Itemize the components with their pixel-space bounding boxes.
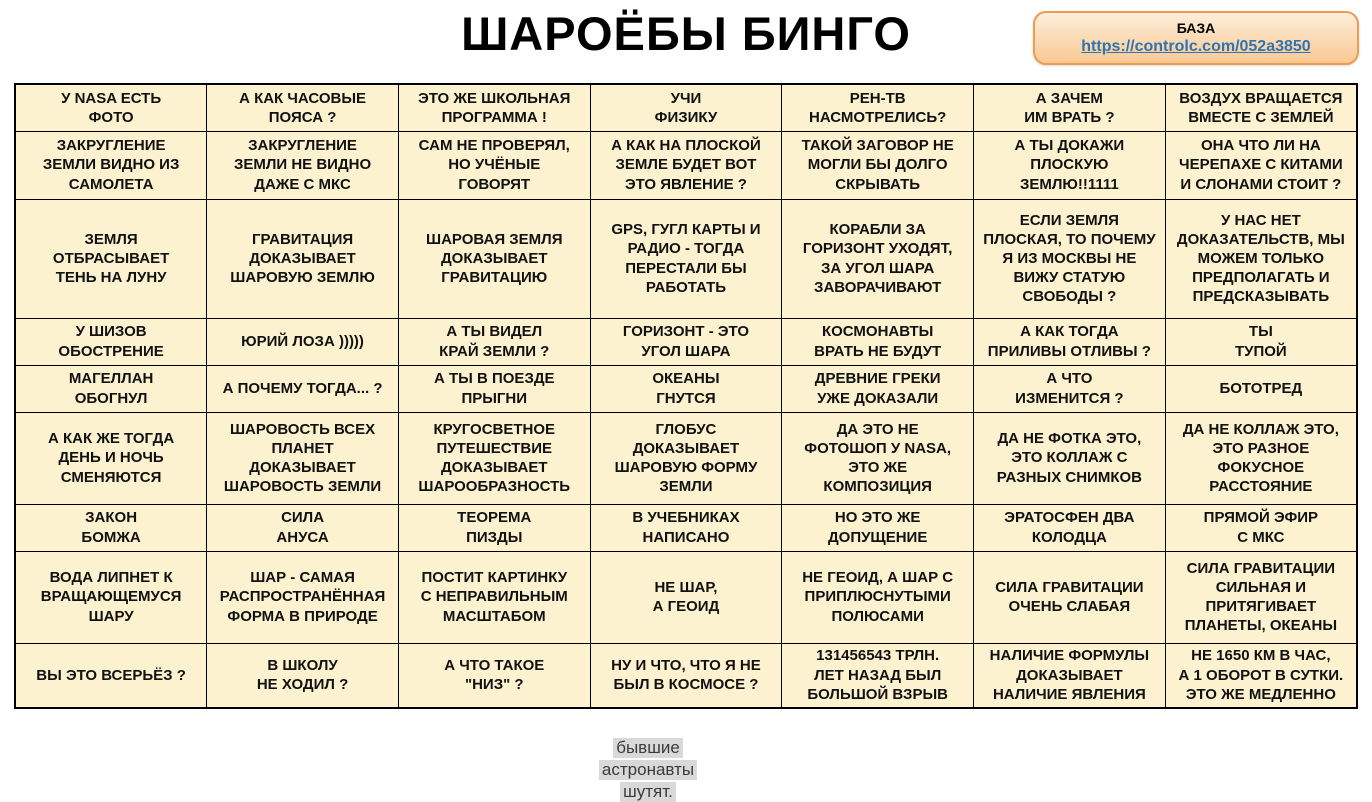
bingo-cell: ТАКОЙ ЗАГОВОР НЕ МОГЛИ БЫ ДОЛГО СКРЫВАТЬ	[782, 131, 974, 199]
bingo-cell: ЕСЛИ ЗЕМЛЯ ПЛОСКАЯ, ТО ПОЧЕМУ Я ИЗ МОСКВЫ НЕ ВИЖУ СТАТУЮ СВОБОДЫ ?	[974, 199, 1166, 318]
bingo-cell: ОНА ЧТО ЛИ НА ЧЕРЕПАХЕ С КИТАМИ И СЛОНАМИ СТОИТ ?	[1165, 131, 1357, 199]
bingo-cell: НЕ ШАР, А ГЕОИД	[590, 551, 782, 643]
bingo-cell: 131456543 ТРЛН. ЛЕТ НАЗАД БЫЛ БОЛЬШОЙ ВЗРЫВ	[782, 643, 974, 708]
bingo-cell: КОРАБЛИ ЗА ГОРИЗОНТ УХОДЯТ, ЗА УГОЛ ШАРА ЗАВОРАЧИВАЮТ	[782, 199, 974, 318]
page-title: ШАРОЁБЫ БИНГО	[461, 7, 911, 60]
bingo-cell: ОКЕАНЫ ГНУТСЯ	[590, 365, 782, 412]
bingo-cell: МАГЕЛЛАН ОБОГНУЛ	[15, 365, 207, 412]
bingo-cell: ВОДА ЛИПНЕТ К ВРАЩАЮЩЕМУСЯ ШАРУ	[15, 551, 207, 643]
base-link[interactable]: https://controlc.com/052a3850	[1081, 38, 1311, 55]
bingo-cell: ЗАКРУГЛЕНИЕ ЗЕМЛИ НЕ ВИДНО ДАЖЕ С МКС	[207, 131, 399, 199]
bingo-cell: ГЛОБУС ДОКАЗЫВАЕТ ШАРОВУЮ ФОРМУ ЗЕМЛИ	[590, 412, 782, 504]
bingo-cell: ДА ЭТО НЕ ФОТОШОП У NASA, ЭТО ЖЕ КОМПОЗИЦИЯ	[782, 412, 974, 504]
bingo-cell: БОТОТРЕД	[1165, 365, 1357, 412]
bingo-cell: А ЗАЧЕМ ИМ ВРАТЬ ?	[974, 84, 1166, 131]
bingo-cell: ПОСТИТ КАРТИНКУ С НЕПРАВИЛЬНЫМ МАСШТАБОМ	[398, 551, 590, 643]
bingo-grid	[14, 83, 1358, 709]
bingo-cell: КОСМОНАВТЫ ВРАТЬ НЕ БУДУТ	[782, 318, 974, 365]
bingo-cell: РЕН-ТВ НАСМОТРЕЛИСЬ?	[782, 84, 974, 131]
bingo-cell: ЗАКРУГЛЕНИЕ ЗЕМЛИ ВИДНО ИЗ САМОЛЕТА	[15, 131, 207, 199]
bingo-cell: В УЧЕБНИКАХ НАПИСАНО	[590, 504, 782, 551]
bingo-cell: ЗЕМЛЯ ОТБРАСЫВАЕТ ТЕНЬ НА ЛУНУ	[15, 199, 207, 318]
bingo-cell: ЮРИЙ ЛОЗА )))))	[207, 318, 399, 365]
bingo-cell: СИЛА АНУСА	[207, 504, 399, 551]
bingo-cell: У НАС НЕТ ДОКАЗАТЕЛЬСТВ, МЫ МОЖЕМ ТОЛЬКО ПРЕДПОЛАГАТЬ И ПРЕДСКАЗЫВАТЬ	[1165, 199, 1357, 318]
bingo-cell: В ШКОЛУ НЕ ХОДИЛ ?	[207, 643, 399, 708]
bingo-cell: ШАРОВАЯ ЗЕМЛЯ ДОКАЗЫВАЕТ ГРАВИТАЦИЮ	[398, 199, 590, 318]
footer-caption-line: бывшие	[613, 738, 683, 758]
bingo-cell: А ЧТО ИЗМЕНИТСЯ ?	[974, 365, 1166, 412]
bingo-cell: ТЕОРЕМА ПИЗДЫ	[398, 504, 590, 551]
bingo-cell: ШАР - САМАЯ РАСПРОСТРАНЁННАЯ ФОРМА В ПРИРОДЕ	[207, 551, 399, 643]
footer-caption-line: шутят.	[620, 782, 676, 802]
bingo-cell: А ПОЧЕМУ ТОГДА... ?	[207, 365, 399, 412]
bingo-cell: САМ НЕ ПРОВЕРЯЛ, НО УЧЁНЫЕ ГОВОРЯТ	[398, 131, 590, 199]
bingo-cell: ЗАКОН БОМЖА	[15, 504, 207, 551]
bingo-cell: У NASA ЕСТЬ ФОТО	[15, 84, 207, 131]
bingo-cell: ГОРИЗОНТ - ЭТО УГОЛ ШАРА	[590, 318, 782, 365]
bingo-cell: У ШИЗОВ ОБОСТРЕНИЕ	[15, 318, 207, 365]
footer-caption-line: астронавты	[599, 760, 697, 780]
bingo-cell: GPS, ГУГЛ КАРТЫ И РАДИО - ТОГДА ПЕРЕСТАЛИ БЫ РАБОТАТЬ	[590, 199, 782, 318]
bingo-cell: ДА НЕ КОЛЛАЖ ЭТО, ЭТО РАЗНОЕ ФОКУСНОЕ РАССТОЯНИЕ	[1165, 412, 1357, 504]
bingo-cell: НЕ 1650 КМ В ЧАС, А 1 ОБОРОТ В СУТКИ. ЭТО ЖЕ МЕДЛЕННО	[1165, 643, 1357, 708]
bingo-cell: А КАК ТОГДА ПРИЛИВЫ ОТЛИВЫ ?	[974, 318, 1166, 365]
base-label: БАЗА	[1176, 20, 1216, 36]
bingo-cell: ГРАВИТАЦИЯ ДОКАЗЫВАЕТ ШАРОВУЮ ЗЕМЛЮ	[207, 199, 399, 318]
bingo-cell: ВЫ ЭТО ВСЕРЬЁЗ ?	[15, 643, 207, 708]
bingo-cell: А КАК ЖЕ ТОГДА ДЕНЬ И НОЧЬ СМЕНЯЮТСЯ	[15, 412, 207, 504]
footer-caption	[599, 738, 697, 802]
bingo-cell: ПРЯМОЙ ЭФИР С МКС	[1165, 504, 1357, 551]
bingo-cell: А ЧТО ТАКОЕ "НИЗ" ?	[398, 643, 590, 708]
bingo-cell: А КАК ЧАСОВЫЕ ПОЯСА ?	[207, 84, 399, 131]
bingo-cell: ДРЕВНИЕ ГРЕКИ УЖЕ ДОКАЗАЛИ	[782, 365, 974, 412]
bingo-cell: А ТЫ В ПОЕЗДЕ ПРЫГНИ	[398, 365, 590, 412]
bingo-cell: КРУГОСВЕТНОЕ ПУТЕШЕСТВИЕ ДОКАЗЫВАЕТ ШАРООБРАЗНОСТЬ	[398, 412, 590, 504]
bingo-cell: ЭТО ЖЕ ШКОЛЬНАЯ ПРОГРАММА !	[398, 84, 590, 131]
bingo-cell: НУ И ЧТО, ЧТО Я НЕ БЫЛ В КОСМОСЕ ?	[590, 643, 782, 708]
bingo-cell: ТЫ ТУПОЙ	[1165, 318, 1357, 365]
bingo-cell: ДА НЕ ФОТКА ЭТО, ЭТО КОЛЛАЖ С РАЗНЫХ СНИМКОВ	[974, 412, 1166, 504]
bingo-cell: ШАРОВОСТЬ ВСЕХ ПЛАНЕТ ДОКАЗЫВАЕТ ШАРОВОСТЬ ЗЕМЛИ	[207, 412, 399, 504]
bingo-cell: НО ЭТО ЖЕ ДОПУЩЕНИЕ	[782, 504, 974, 551]
bingo-cell: СИЛА ГРАВИТАЦИИ ОЧЕНЬ СЛАБАЯ	[974, 551, 1166, 643]
bingo-cell: А ТЫ ВИДЕЛ КРАЙ ЗЕМЛИ ?	[398, 318, 590, 365]
bingo-cell: НАЛИЧИЕ ФОРМУЛЫ ДОКАЗЫВАЕТ НАЛИЧИЕ ЯВЛЕНИЯ	[974, 643, 1166, 708]
bingo-cell: СИЛА ГРАВИТАЦИИ СИЛЬНАЯ И ПРИТЯГИВАЕТ ПЛАНЕТЫ, ОКЕАНЫ	[1165, 551, 1357, 643]
bingo-cell: ВОЗДУХ ВРАЩАЕТСЯ ВМЕСТЕ С ЗЕМЛЕЙ	[1165, 84, 1357, 131]
bingo-cell: ЭРАТОСФЕН ДВА КОЛОДЦА	[974, 504, 1166, 551]
bingo-cell: НЕ ГЕОИД, А ШАР С ПРИПЛЮСНУТЫМИ ПОЛЮСАМИ	[782, 551, 974, 643]
bingo-cell: УЧИ ФИЗИКУ	[590, 84, 782, 131]
bingo-cell: А КАК НА ПЛОСКОЙ ЗЕМЛЕ БУДЕТ ВОТ ЭТО ЯВЛЕНИЕ ?	[590, 131, 782, 199]
base-link-box	[1033, 11, 1359, 65]
bingo-cell: А ТЫ ДОКАЖИ ПЛОСКУЮ ЗЕМЛЮ!!1111	[974, 131, 1166, 199]
